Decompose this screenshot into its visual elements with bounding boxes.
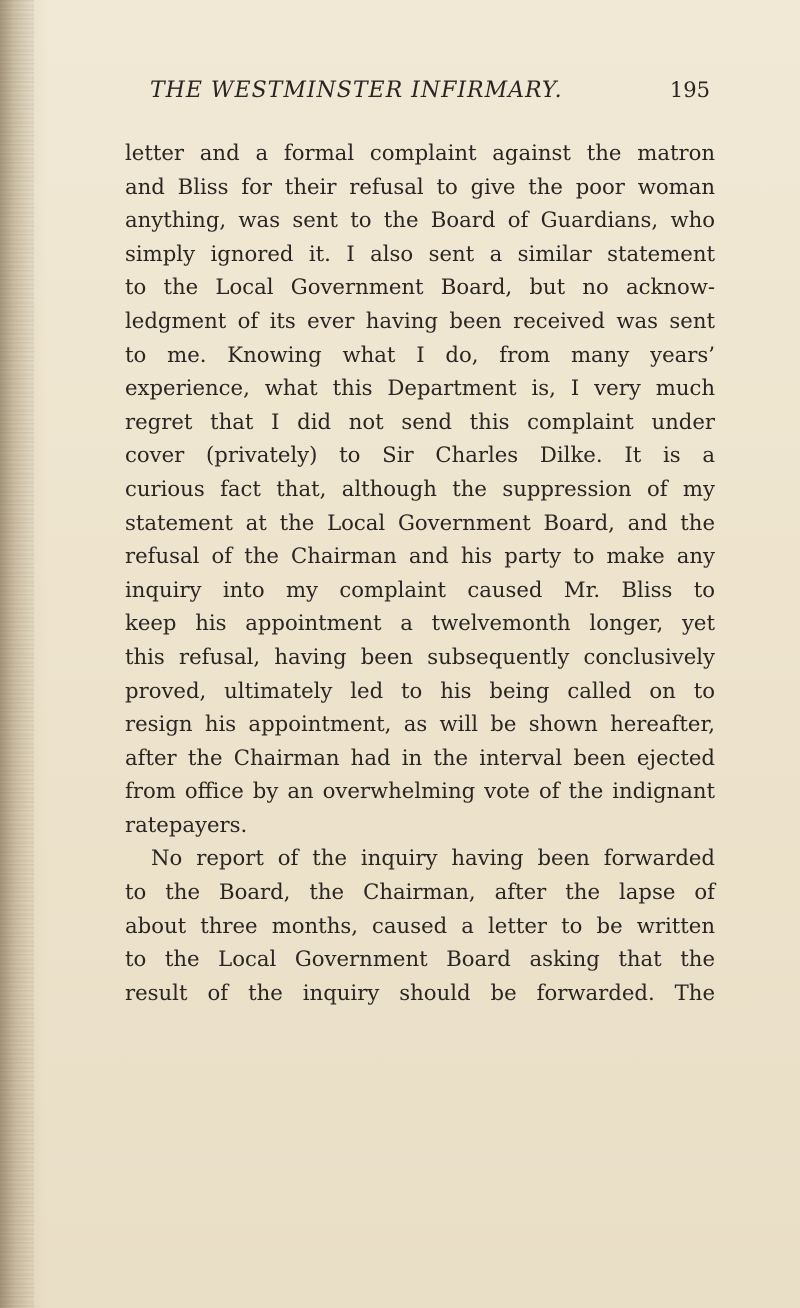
text-line: regret that I did not send this complaint under [125, 408, 715, 434]
page-gutter-shadow [0, 0, 34, 1308]
text-line: anything, was sent to the Board of Guardians, who [125, 207, 715, 233]
paragraph-2 [125, 841, 715, 1009]
text-line: from office by an overwhelming vote of the indignant [125, 778, 715, 804]
text-line: refusal of the Chairman and his party to make any [125, 543, 715, 569]
text-line: to the Board, the Chairman, after the lapse of [125, 879, 715, 905]
running-header [150, 78, 710, 108]
text-line: to me. Knowing what I do, from many years’ [125, 341, 715, 367]
text-line: ledgment of its ever having been received was sent [125, 307, 715, 333]
text-line: cover (privately) to Sir Charles Dilke. It is a [125, 442, 715, 468]
text-line: to the Local Government Board asking that the [125, 946, 715, 972]
text-line: statement at the Local Government Board, and the [125, 509, 715, 535]
text-line: this refusal, having been subsequently conclusively [125, 643, 715, 669]
body-text [125, 136, 715, 1009]
text-line: experience, what this Department is, I very much [125, 375, 715, 401]
running-title: THE WESTMINSTER INFIRMARY. [150, 78, 563, 103]
text-line: simply ignored it. I also sent a similar statement [125, 240, 715, 266]
text-line: ratepayers. [125, 811, 248, 837]
page-number: 195 [669, 78, 710, 102]
text-line: inquiry into my complaint caused Mr. Bliss to [125, 576, 715, 602]
text-line: after the Chairman had in the interval been ejected [125, 744, 715, 770]
text-line: about three months, caused a letter to be written [125, 912, 715, 938]
paragraph-1 [125, 136, 715, 841]
text-line: proved, ultimately led to his being called on to [125, 677, 715, 703]
text-line: keep his appointment a twelvemonth longer, yet [125, 610, 715, 636]
text-line: result of the inquiry should be forwarded. The [125, 979, 715, 1005]
text-line: No report of the inquiry having been forwarded [151, 845, 715, 871]
text-line: and Bliss for their refusal to give the poor woman [125, 173, 715, 199]
text-line: resign his appointment, as will be shown hereafter, [125, 711, 715, 737]
text-line: curious fact that, although the suppression of my [125, 475, 715, 501]
text-line: letter and a formal complaint against the matron [125, 140, 715, 165]
text-line: to the Local Government Board, but no acknow- [125, 274, 715, 300]
